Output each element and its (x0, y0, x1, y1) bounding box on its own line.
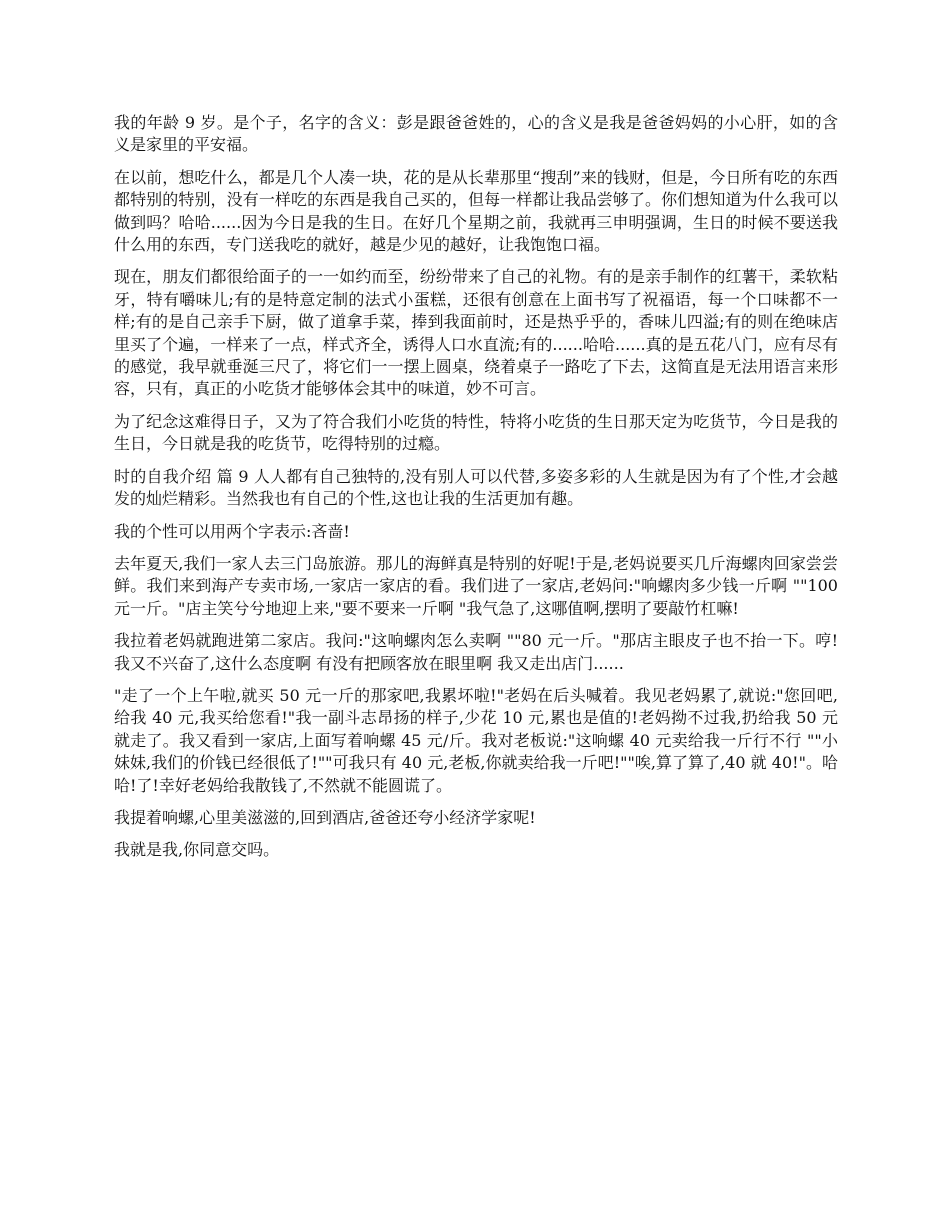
paragraph-1: 我的年龄 9 岁。是个子，名字的含义：彭是跟爸爸姓的，心的含义是我是爸爸妈妈的小心肝，如的含义是家里的平安福。 (114, 113, 838, 155)
paragraph-2: 在以前，想吃什么，都是几个人凑一块，花的是从长辈那里“搜刮”来的钱财，但是，今日所有吃的东西都特别的特别，没有一样吃的东西是我自己买的，但每一样都让我品尝够了。你们想知道为什么我可以做到吗？哈哈......因为今日是我的生日。在好几个星期之前，我就再三申明强调，生日的时候不要送我什么用的东西，专门送我吃的就好，越是少见的越好，让我饱饱口福。 (114, 167, 838, 255)
paragraph-11: 我就是我,你同意交吗。 (114, 840, 280, 860)
paragraph-9: "走了一个上午啦,就买 50 元一斤的那家吧,我累坏啦!"老妈在后头喊着。我见老妈累了,就说:"您回吧,给我 40 元,我买给您看!"我一副斗志昂扬的样子,少花 10 元,累也是值的!老妈拗不过我,扔给我 50 元就走了。我又看到一家店,上面写着响螺 45 元/斤。我对老板说:"这响螺 40 元卖给我一斤行不行 ""小妹妹,我们的价钱已经很低了!""可我只有 40 元,老板,你就卖给我一斤吧!""唉,算了算了,40 就 40!"。哈哈!了!幸好老妈给我散钱了,不然就不能圆谎了。 (114, 685, 838, 795)
paragraph-3: 现在，朋友们都很给面子的一一如约而至，纷纷带来了自己的礼物。有的是亲手制作的红薯干，柔软粘牙，特有嚼味儿;有的是特意定制的法式小蛋糕，还很有创意在上面书写了祝福语，每一个口味都不一样;有的是自己亲手下厨，做了道拿手菜，捧到我面前时，还是热乎乎的，香味儿四溢;有的则在绝味店里买了个遍，一样来了一点，样式齐全，诱得人口水直流;有的......哈哈......真的是五花八门，应有尽有的感觉，我早就垂涎三尺了，将它们一一摆上圆桌，绕着桌子一路吃了下去，这简直是无法用语言来形容，只有，真正的小吃货才能够体会其中的味道，妙不可言。 (114, 267, 838, 399)
paragraph-10: 我提着响螺,心里美滋滋的,回到酒店,爸爸还夸小经济学家呢! (114, 807, 536, 827)
paragraph-4: 为了纪念这难得日子，又为了符合我们小吃货的特性，特将小吃货的生日那天定为吃货节，今日是我的生日，今日就是我的吃货节，吃得特别的过瘾。 (114, 411, 838, 454)
paragraph-5: 时的自我介绍 篇 9 人人都有自己独特的,没有别人可以代替,多姿多彩的人生就是因为有了个性,才会越发的灿烂精彩。当然我也有自己的个性,这也让我的生活更加有趣。 (114, 466, 838, 509)
paragraph-8: 我拉着老妈就跑进第二家店。我问:"这响螺肉怎么卖啊 ""80 元一斤。"那店主眼皮子也不抬一下。哼!我又不兴奋了,这什么态度啊 有没有把顾客放在眼里啊 我又走出店门...... (114, 631, 838, 673)
document-page (114, 112, 838, 872)
paragraph-6: 我的个性可以用两个字表示:吝啬! (114, 521, 350, 541)
paragraph-7: 去年夏天,我们一家人去三门岛旅游。那儿的海鲜真是特别的好呢!于是,老妈说要买几斤海螺肉回家尝尝鲜。我们来到海产专卖市场,一家店一家店的看。我们进了一家店,老妈问:"响螺肉多少钱一斤啊 ""100 元一斤。"店主笑兮兮地迎上来,"要不要来一斤啊 "我气急了,这哪值啊,摆明了要敲竹杠嘛! (114, 553, 838, 618)
